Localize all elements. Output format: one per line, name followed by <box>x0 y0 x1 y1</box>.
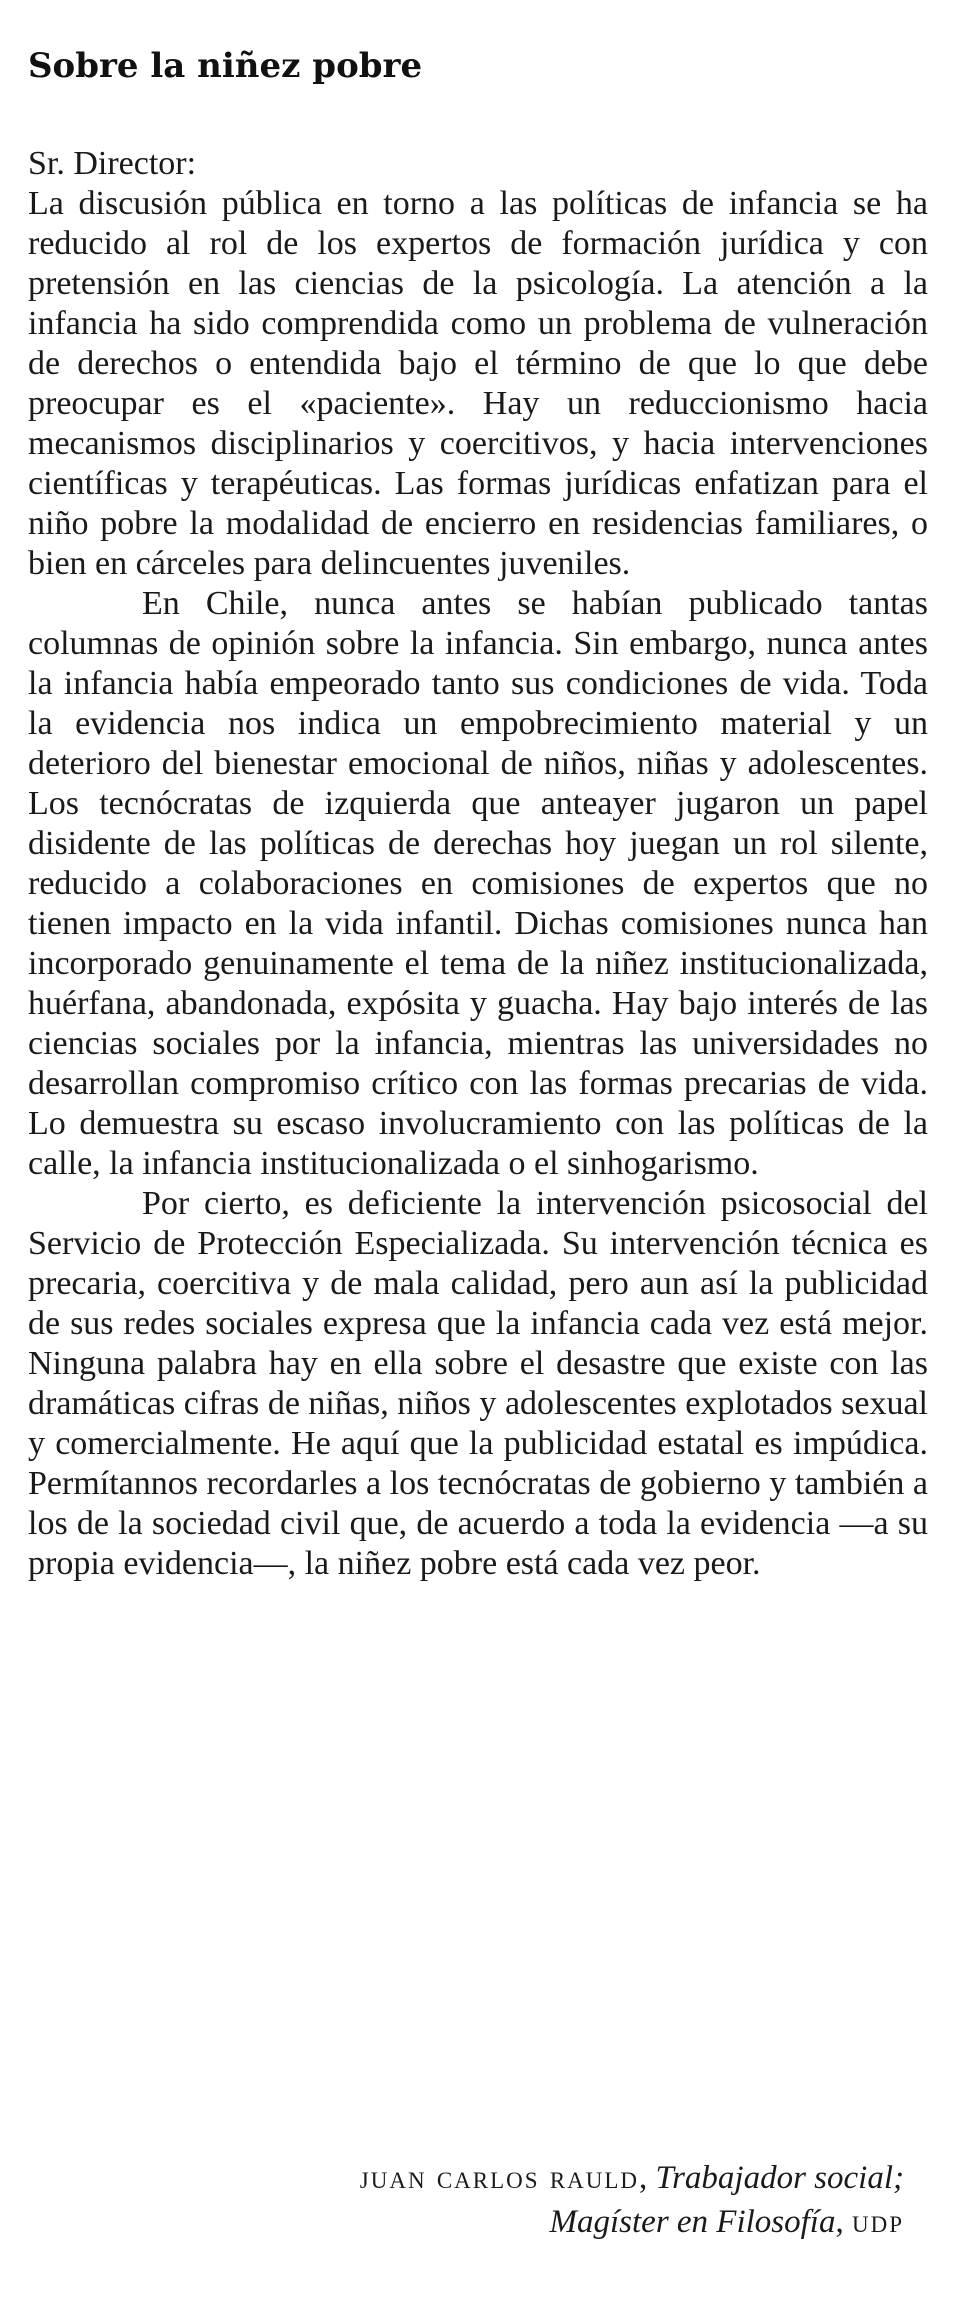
letter-title: Sobre la niñez pobre <box>28 46 423 86</box>
letter-paragraph-1: La discusión pública en torno a las políticas de infancia se ha reducido al rol de los expertos de formación jurídica y con pretensión en las ciencias de la psicología. La atención a la infancia ha sido comprendida como un problema de vulneración de derechos o entendida bajo el término de que lo que debe preocupar es el «paciente». Hay un reduccionismo hacia mecanismos disciplinarios y coercitivos, y hacia intervenciones científicas y terapéuticas. Las formas jurídicas enfatizan para el niño pobre la modalidad de encierro en residencias familiares, o bien en cárceles para delincuentes juveniles. <box>28 185 928 582</box>
signature-line-1 <box>360 2156 904 2200</box>
letter <box>28 44 928 1584</box>
author-title: Trabajador social; <box>655 2160 904 2196</box>
author-name: juan carlos rauld <box>359 2160 640 2196</box>
author-institution: udp <box>851 2204 904 2240</box>
signature-line-2 <box>360 2200 904 2244</box>
signature-separator-1: , <box>639 2160 656 2196</box>
signature-block <box>360 2156 904 2244</box>
signature-separator-2: , <box>835 2204 852 2240</box>
salutation: Sr. Director: <box>28 145 197 182</box>
letter-paragraph-2: En Chile, nunca antes se habían publicado tantas columnas de opinión sobre la infancia. Sin embargo, nunca antes la infancia había empeorado tanto sus condiciones de vida. Toda la evidencia nos indica un empobrecimiento material y un deterioro del bienestar emocional de niños, niñas y adolescentes. Los tecnócratas de izquierda que anteayer jugaron un papel disidente de las políticas de derechas hoy juegan un rol silente, reducido a colaboraciones en comisiones de expertos que no tienen impacto en la vida infantil. Dichas comisiones nunca han incorporado genuinamente el tema de la niñez institucionalizada, huérfana, abandonada, expósita y guacha. Hay bajo interés de las ciencias sociales por la infancia, mientras las universidades no desarrollan compromiso crítico con las formas precarias de vida. Lo demuestra su escaso involucramiento con las políticas de la calle, la infancia institucionalizada o el sinhogarismo. <box>28 585 928 1182</box>
author-degree: Magíster en Filosofía <box>549 2204 836 2240</box>
letter-paragraph-3: Por cierto, es deficiente la intervención psicosocial del Servicio de Protección Especializada. Su intervención técnica es precaria, coercitiva y de mala calidad, pero aun así la publicidad de sus redes sociales expresa que la infancia cada vez está mejor. Ninguna palabra hay en ella sobre el desastre que existe con las dramáticas cifras de niñas, niños y adolescentes explotados sexual y comercialmente. He aquí que la publicidad estatal es impúdica. Permítannos recordarles a los tecnócratas de gobierno y también a los de la sociedad civil que, de acuerdo a toda la evidencia —a su propia evidencia—, la niñez pobre está cada vez peor. <box>28 1185 928 1582</box>
